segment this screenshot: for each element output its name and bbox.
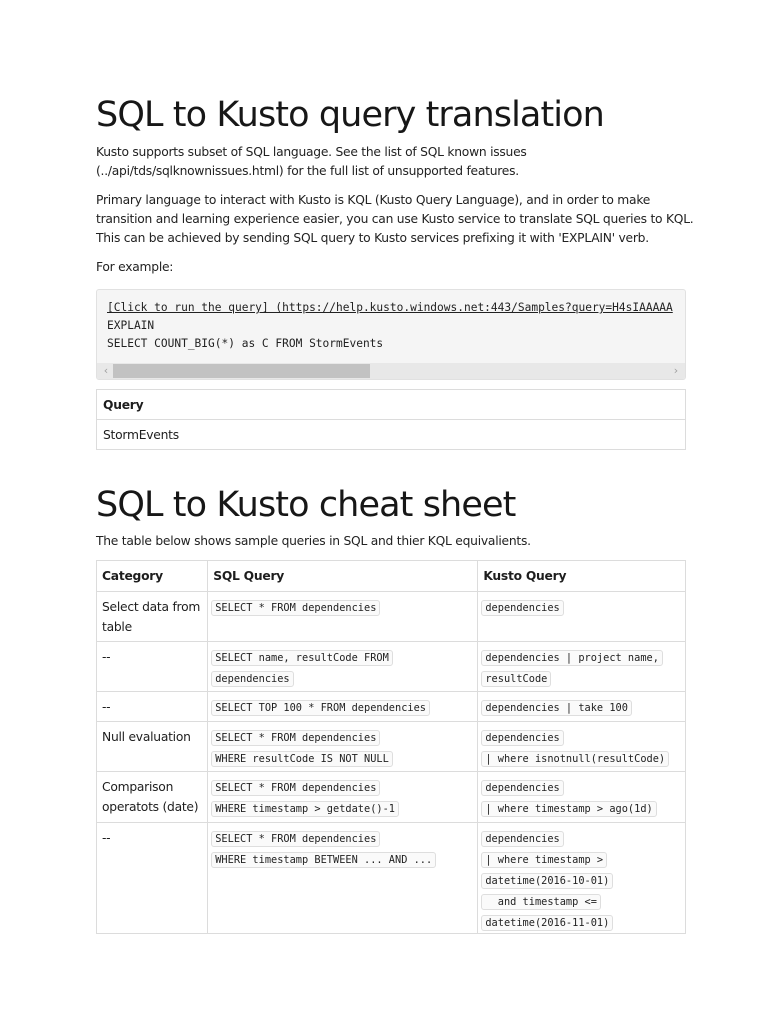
code-line [211,748,475,769]
table-row [97,722,686,772]
example-label-text: For example: [96,260,174,274]
cheat-sheet-description [96,532,686,551]
code-line [481,849,683,870]
kusto-code: dependencies [481,730,563,746]
sql-query-cell [208,772,478,823]
sql-query-cell [208,692,478,722]
kusto-query-cell [478,642,686,692]
scroll-right-icon[interactable]: › [673,364,679,377]
table-row [97,772,686,823]
sql-code: SELECT name, resultCode FROM [211,650,393,666]
code-line [211,828,475,849]
category-cell [97,772,208,823]
sql-code: WHERE timestamp > getdate()-1 [211,801,399,817]
cheat-sheet-title: SQL to Kusto cheat sheet [96,485,516,525]
table-row [97,642,686,692]
sql-code: SELECT * FROM dependencies [211,780,380,796]
code-line [481,697,683,718]
code-line [481,798,683,819]
sql-code: dependencies [211,671,293,687]
sql-query-cell [208,823,478,934]
intro-paragraph [96,143,686,181]
category-cell [97,823,208,934]
kusto-query-cell [478,692,686,722]
table-header-row [97,561,686,592]
code-line [211,727,475,748]
cheat-sheet-body [97,592,686,934]
kusto-code: resultCode [481,671,551,687]
kusto-code: datetime(2016-10-01) [481,873,613,889]
horizontal-scrollbar[interactable] [97,363,685,379]
sql-code: WHERE resultCode IS NOT NULL [211,751,393,767]
kusto-query-cell [478,592,686,642]
code-line [481,912,683,933]
code-line [481,668,683,689]
kusto-code: | where timestamp > ago(1d) [481,801,656,817]
code-block[interactable] [96,289,686,380]
column-header-kusto: Kusto Query [478,561,686,592]
code-line [211,777,475,798]
kusto-code: and timestamp <= [481,894,601,910]
sql-code: SELECT * FROM dependencies [211,600,380,616]
sql-code: SELECT * FROM dependencies [211,730,380,746]
category-text: -- [102,831,111,845]
code-line [481,748,683,769]
category-cell [97,722,208,772]
table-row [97,592,686,642]
code-line [211,849,475,870]
code-line [481,647,683,668]
column-header-sql: SQL Query [208,561,478,592]
category-cell [97,592,208,642]
kusto-code: | where isnotnull(resultCode) [481,751,669,767]
kusto-query-cell [478,772,686,823]
code-line [211,798,475,819]
table-row [97,823,686,934]
code-line [481,777,683,798]
category-text: -- [102,700,111,714]
scroll-left-icon[interactable]: ‹ [103,364,109,377]
paragraph-line: This can be achieved by sending SQL query to Kusto services prefixing it with 'EXPLAIN' verb. [96,231,649,245]
category-text: Comparison [102,780,174,794]
code-line [481,891,683,912]
example-label [96,258,686,277]
code-line: EXPLAIN [107,319,155,332]
sql-code: SELECT * FROM dependencies [211,831,380,847]
kusto-query-cell [478,722,686,772]
category-text: table [102,620,132,634]
code-line [481,828,683,849]
code-line [481,597,683,618]
code-line [481,870,683,891]
kusto-code: dependencies [481,831,563,847]
cheat-sheet-description-text: The table below shows sample queries in SQL and thier KQL equivalients. [96,534,531,548]
cheat-sheet-table [96,560,686,934]
paragraph-line: Primary language to interact with Kusto is KQL (Kusto Query Language), and in order to make [96,193,651,207]
scrollbar-thumb[interactable] [113,364,370,378]
page-title: SQL to Kusto query translation [96,95,604,135]
result-header: Query [97,390,686,420]
kusto-query-cell [478,823,686,934]
category-cell [97,642,208,692]
intro-line: Kusto supports subset of SQL language. See the list of SQL known issues [96,145,527,159]
kusto-code: dependencies [481,780,563,796]
category-text: operatots (date) [102,800,199,814]
code-line [211,697,475,718]
kusto-code: | where timestamp > [481,852,607,868]
code-line [211,668,475,689]
kusto-code: dependencies [481,600,563,616]
result-cell: StormEvents [97,420,686,450]
code-line [211,647,475,668]
kusto-code: dependencies | project name, [481,650,663,666]
category-cell [97,692,208,722]
table-row [97,692,686,722]
kusto-code: datetime(2016-11-01) [481,915,613,931]
query-result-table [96,389,686,450]
sql-code: SELECT TOP 100 * FROM dependencies [211,700,430,716]
code-line: SELECT COUNT_BIG(*) as C FROM StormEvents [107,337,384,350]
kusto-code: dependencies | take 100 [481,700,632,716]
intro-line: (../api/tds/sqlknownissues.html) for the full list of unsupported features. [96,164,519,178]
sql-query-cell [208,642,478,692]
primary-language-paragraph [96,191,694,248]
code-line [211,597,475,618]
category-text: Select data from [102,600,201,614]
category-text: -- [102,650,111,664]
column-header-category: Category [97,561,208,592]
sql-query-cell [208,722,478,772]
run-query-link[interactable]: [Click to run the query] (https://help.kusto.windows.net:443/Samples?query=H4sIAAAAA [107,301,673,314]
code-line [481,727,683,748]
paragraph-line: transition and learning experience easier, you can use Kusto service to translate SQL queries to KQL. [96,212,694,226]
category-text: Null evaluation [102,730,191,744]
sql-code: WHERE timestamp BETWEEN ... AND ... [211,852,436,868]
sql-query-cell [208,592,478,642]
